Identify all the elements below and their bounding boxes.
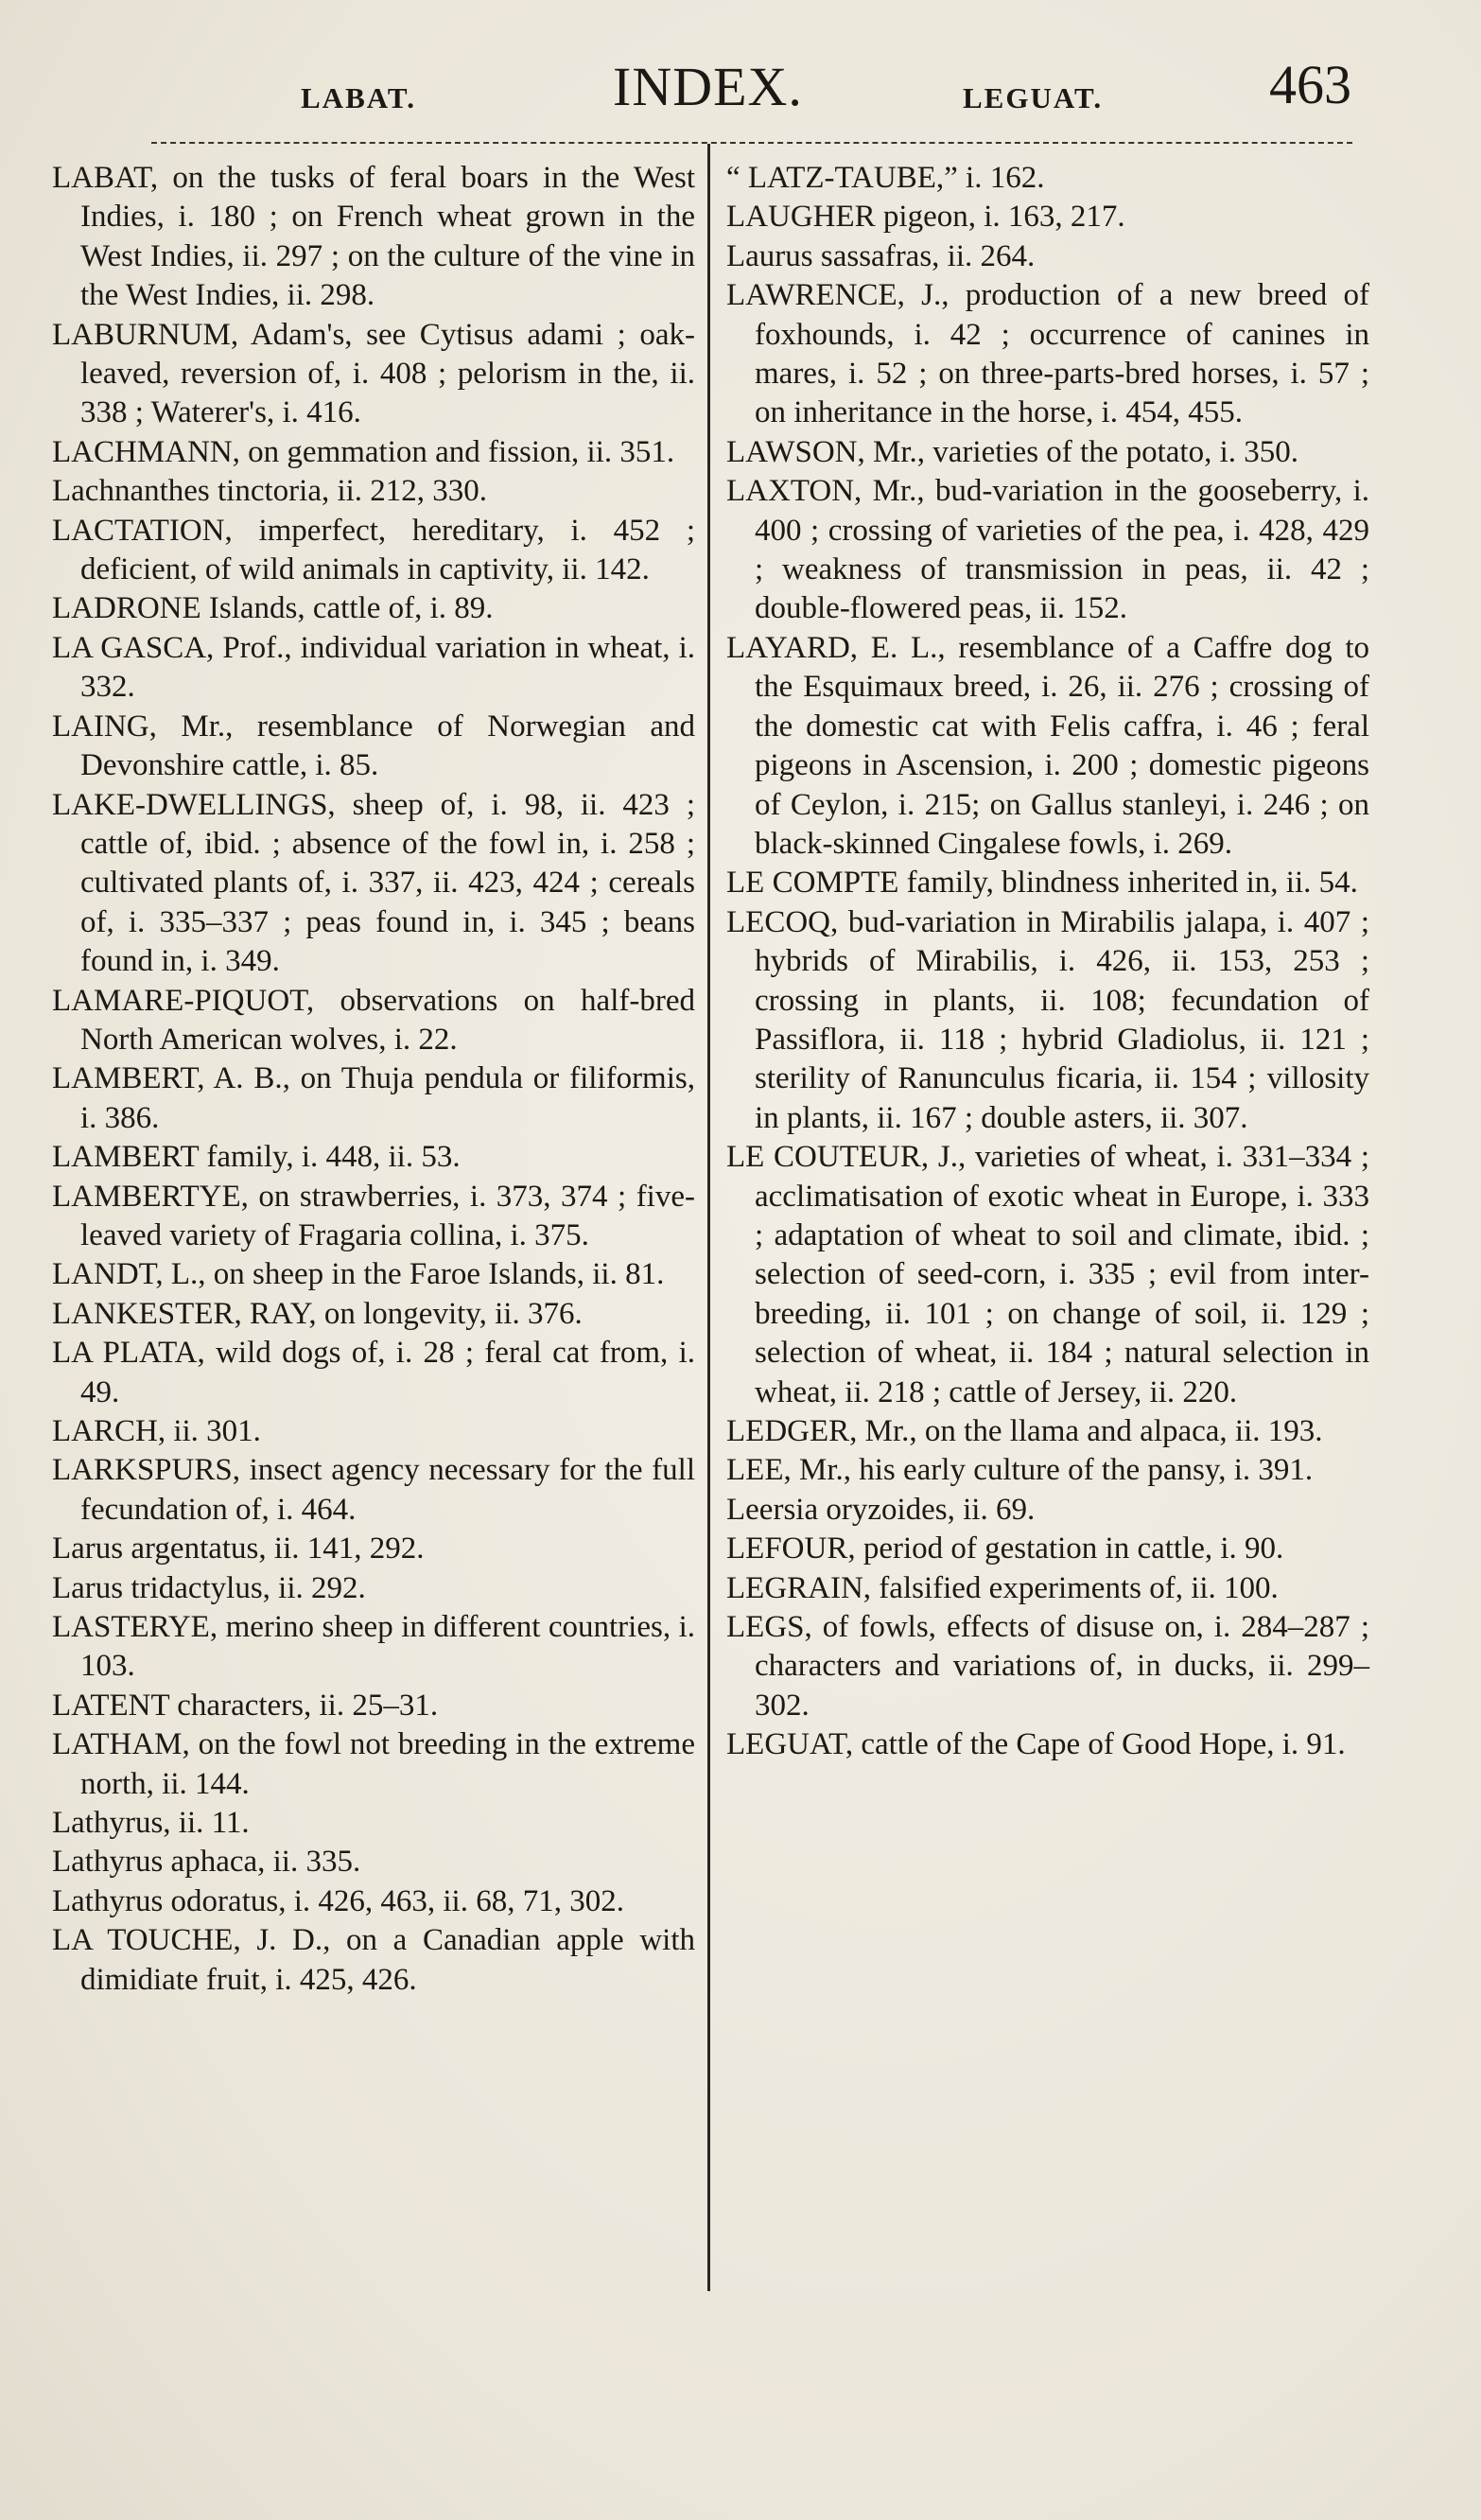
index-entry: LA GASCA, Prof., individual variation in wheat, i. 332. <box>52 630 695 705</box>
index-entry: LANKESTER, RAY, on longevity, ii. 376. <box>52 1296 583 1331</box>
index-entry: LATHAM, on the fowl not breeding in the extreme north, ii. 144. <box>52 1727 695 1801</box>
index-entry: LABAT, on the tusks of feral boars in the West Indies, i. 180 ; on French wheat grown in the West Indies, ii. 297 ; on the culture of the vine in the West Indies, ii. 298. <box>52 161 695 313</box>
header-rule <box>151 142 1352 144</box>
right-column <box>726 159 1369 1765</box>
index-entry: Lathyrus, ii. 11. <box>52 1806 250 1841</box>
index-entry: LAKE-DWELLINGS, sheep of, i. 98, ii. 423 ; cattle of, ibid. ; absence of the fowl in, i. 258 ; cultivated plants of, i. 337, ii. 423, 424 ; cereals of, i. 335–337 ; peas found in, i. 345 ; beans found in, i. 349. <box>52 787 695 979</box>
index-entry: LAXTON, Mr., bud-variation in the gooseberry, i. 400 ; crossing of varieties of the pea, i. 428, 429 ; weakness of transmission in peas, ii. 42 ; double-flowered peas, ii. 152. <box>726 474 1369 626</box>
index-entry: LAMARE-PIQUOT, observations on half-bred North American wolves, i. 22. <box>52 983 695 1057</box>
index-entry: LAMBERT family, i. 448, ii. 53. <box>52 1140 461 1175</box>
left-column <box>52 159 695 2000</box>
index-entry: LEGS, of fowls, effects of disuse on, i. 284–287 ; characters and variations of, in ducks, ii. 299–302. <box>726 1610 1369 1723</box>
index-entry: LE COMPTE family, blindness inherited in, ii. 54. <box>726 866 1358 901</box>
index-entry: LAUGHER pigeon, i. 163, 217. <box>726 200 1125 235</box>
index-entry: LAYARD, E. L., resemblance of a Caffre dog to the Esquimaux breed, i. 26, ii. 276 ; crossing of the domestic cat with Felis caffra, i. 46 ; feral pigeons in Ascension, i. 200 ; domestic pigeons of Ceylon, i. 215; on Gallus stanleyi, i. 246 ; on black-skinned Cingalese fowls, i. 269. <box>726 630 1369 861</box>
index-entry: Laurus sassafras, ii. 264. <box>726 238 1036 273</box>
index-entry: LEE, Mr., his early culture of the pansy, i. 391. <box>726 1453 1314 1488</box>
page-number: 463 <box>1269 54 1351 115</box>
index-entry: LA PLATA, wild dogs of, i. 28 ; feral cat from, i. 49. <box>52 1336 695 1409</box>
index-entry: Lachnanthes tinctoria, ii. 212, 330. <box>52 474 488 509</box>
index-entry: LARCH, ii. 301. <box>52 1414 261 1448</box>
index-entry: LARKSPURS, insect agency necessary for the full fecundation of, i. 464. <box>52 1453 695 1527</box>
left-guide-word: LABAT. <box>301 81 416 114</box>
index-entry: LEDGER, Mr., on the llama and alpaca, ii. 193. <box>726 1414 1323 1448</box>
index-entry: Larus argentatus, ii. 141, 292. <box>52 1531 425 1566</box>
column-divider <box>707 144 710 2291</box>
index-entry: LA TOUCHE, J. D., on a Canadian apple with dimidiate fruit, i. 425, 426. <box>52 1923 695 1997</box>
index-entry: LAMBERT, A. B., on Thuja pendula or filiformis, i. 386. <box>52 1061 695 1135</box>
index-entry: Lathyrus aphaca, ii. 335. <box>52 1845 361 1880</box>
index-entry: LATENT characters, ii. 25–31. <box>52 1688 439 1723</box>
index-entry: LABURNUM, Adam's, see Cytisus adami ; oak-leaved, reversion of, i. 408 ; pelorism in the, ii. 338 ; Waterer's, i. 416. <box>52 317 695 430</box>
index-entry: LACHMANN, on gemmation and fission, ii. 351. <box>52 434 675 469</box>
index-entry: LE COUTEUR, J., varieties of wheat, i. 331–334 ; acclimatisation of exotic wheat in Europe, i. 333 ; adaptation of wheat to soil and climate, ibid. ; selection of seed-corn, i. 335 ; evil from inter-breeding, ii. 101 ; on change of soil, ii. 129 ; selection of wheat, ii. 184 ; natural selection in wheat, ii. 218 ; cattle of Jersey, ii. 220. <box>726 1140 1369 1409</box>
index-entry: LADRONE Islands, cattle of, i. 89. <box>52 591 494 626</box>
index-entry: LASTERYE, merino sheep in different countries, i. 103. <box>52 1610 695 1684</box>
right-guide-word: LEGUAT. <box>963 81 1104 114</box>
index-entry: LAWSON, Mr., varieties of the potato, i. 350. <box>726 434 1299 469</box>
index-entry: LAMBERTYE, on strawberries, i. 373, 374 ; five-leaved variety of Fragaria collina, i. 375. <box>52 1179 695 1252</box>
index-entry: LAING, Mr., resemblance of Norwegian and Devonshire cattle, i. 85. <box>52 709 695 783</box>
index-entry: LANDT, L., on sheep in the Faroe Islands, ii. 81. <box>52 1257 665 1292</box>
index-entry: LECOQ, bud-variation in Mirabilis jalapa, i. 407 ; hybrids of Mirabilis, i. 426, ii. 153, 253 ; crossing in plants, ii. 108; fecundation of Passiflora, ii. 118 ; hybrid Gladiolus, ii. 121 ; sterility of Ranunculus ficaria, ii. 154 ; villosity in plants, ii. 167 ; double asters, ii. 307. <box>726 904 1369 1135</box>
index-entry: Lathyrus odoratus, i. 426, 463, ii. 68, 71, 302. <box>52 1883 624 1918</box>
index-entry: Larus tridactylus, ii. 292. <box>52 1570 366 1605</box>
index-entry: LAWRENCE, J., production of a new breed of foxhounds, i. 42 ; occurrence of canines in mares, i. 52 ; on three-parts-bred horses, i. 57 ; on inheritance in the horse, i. 454, 455. <box>726 278 1369 430</box>
index-entry: LACTATION, imperfect, hereditary, i. 452 ; deficient, of wild animals in captivity, ii. 142. <box>52 513 695 587</box>
index-entry: “ LATZ-TAUBE,” i. 162. <box>726 161 1045 195</box>
index-entry: LEGUAT, cattle of the Cape of Good Hope, i. 91. <box>726 1727 1346 1762</box>
index-entry: Leersia oryzoides, ii. 69. <box>726 1492 1036 1527</box>
running-header <box>0 55 1481 121</box>
index-entry: LEGRAIN, falsified experiments of, ii. 100. <box>726 1570 1279 1605</box>
page-title: INDEX. <box>613 56 803 117</box>
index-entry: LEFOUR, period of gestation in cattle, i. 90. <box>726 1531 1284 1566</box>
